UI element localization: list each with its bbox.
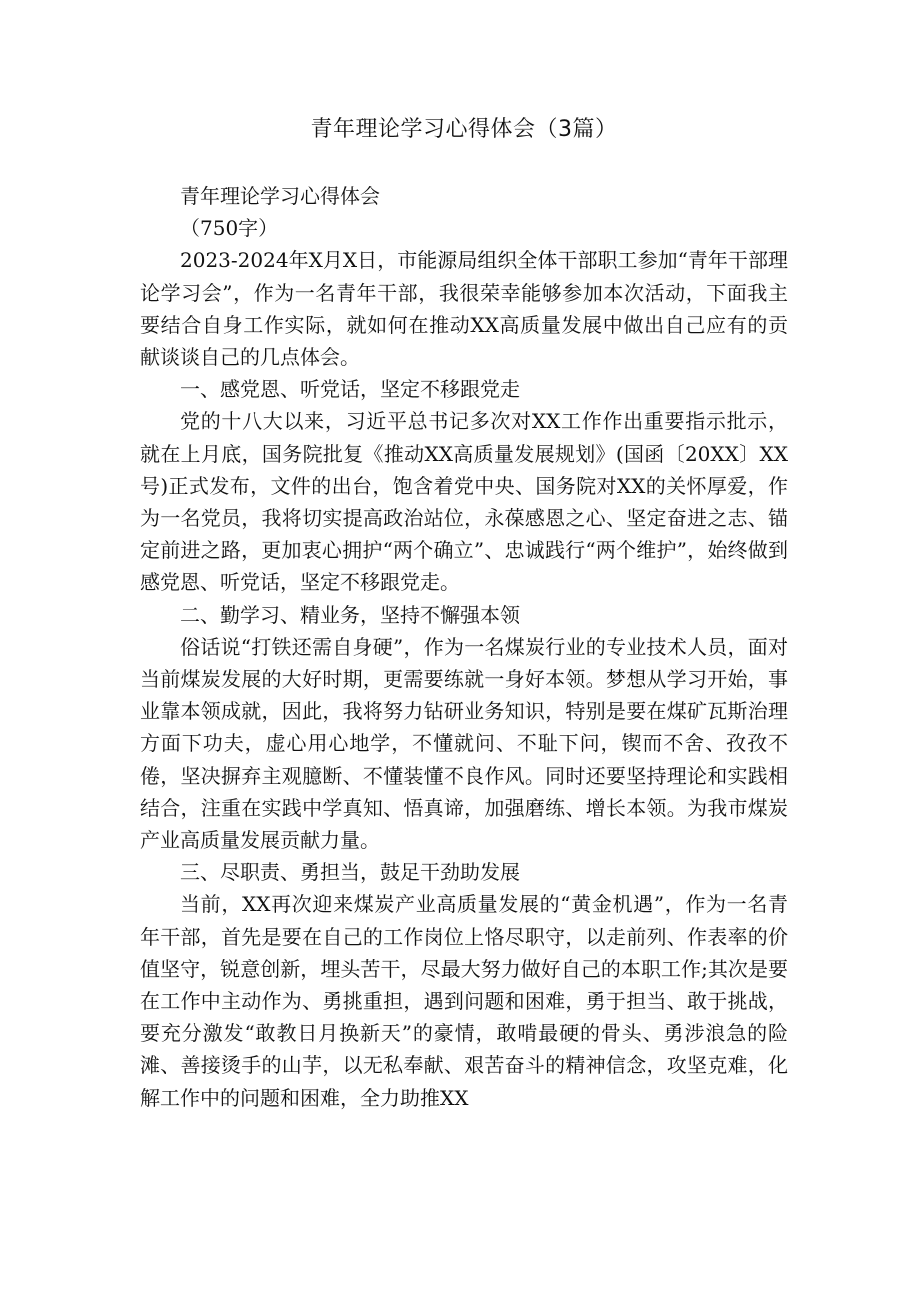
intro-paragraph: 2023-2024年X月X日，市能源局组织全体干部职工参加“青年干部理论学习会”，作为一名青年干部，我很荣幸能够参加本次活动，下面我主要结合自身工作实际，就如何在推动XX高质量发展中做出自己应有的贡献谈谈自己的几点体会。 [140,248,788,370]
section-heading-2: 二、勤学习、精业务，坚持不懈强本领 [180,602,520,627]
document-title: 青年理论学习心得体会（3篇） [310,117,618,142]
section-body-3: 当前，XX再次迎来煤炭产业高质量发展的“黄金机遇”，作为一名青年干部，首先是要在自己的工作岗位上恪尽职守，以走前列、作表率的价值坚守，锐意创新，埋头苦干，尽最大努力做好自己的本职工作;其次是要在工作中主动作为、勇挑重担，遇到问题和困难，勇于担当、敢于挑战，要充分激发“敢教日月换新天”的豪情，敢啃最硬的骨头、勇涉浪急的险滩、善接烫手的山芋，以无私奉献、艰苦奋斗的精神信念，攻坚克难，化解工作中的问题和困难，全力助推XX [140,892,788,1110]
word-count: （750字） [180,216,279,241]
section-heading-1: 一、感党恩、听党话，坚定不移跟党走 [180,377,520,402]
section-heading-3: 三、尽职责、勇担当，鼓足干劲助发展 [180,860,520,885]
subtitle: 青年理论学习心得体会 [180,184,380,208]
document-page [140,112,788,1114]
section-body-2: 俗话说“打铁还需自身硬”，作为一名煤炭行业的专业技术人员，面对当前煤炭发展的大好时期，更需要练就一身好本领。梦想从学习开始，事业靠本领成就，因此，我将努力钻研业务知识，特别是要在煤矿瓦斯治理方面下功夫，虚心用心地学，不懂就问、不耻下问，锲而不舍、孜孜不倦，坚决摒弃主观臆断、不懂装懂不良作风。同时还要坚持理论和实践相结合，注重在实践中学真知、悟真谛，加强磨练、增长本领。为我市煤炭产业高质量发展贡献力量。 [140,634,788,853]
section-body-1: 党的十八大以来，习近平总书记多次对XX工作作出重要指示批示，就在上月底，国务院批复《推动XX高质量发展规划》(国函〔20XX〕XX号)正式发布，文件的出台，饱含着党中央、国务院对XX的关怀厚爱，作为一名党员，我将切实提高政治站位，永葆感恩之心、坚定奋进之志、锚定前进之路，更加衷心拥护“两个确立”、忠诚践行“两个维护”，始终做到感党恩、听党话，坚定不移跟党走。 [140,409,788,595]
